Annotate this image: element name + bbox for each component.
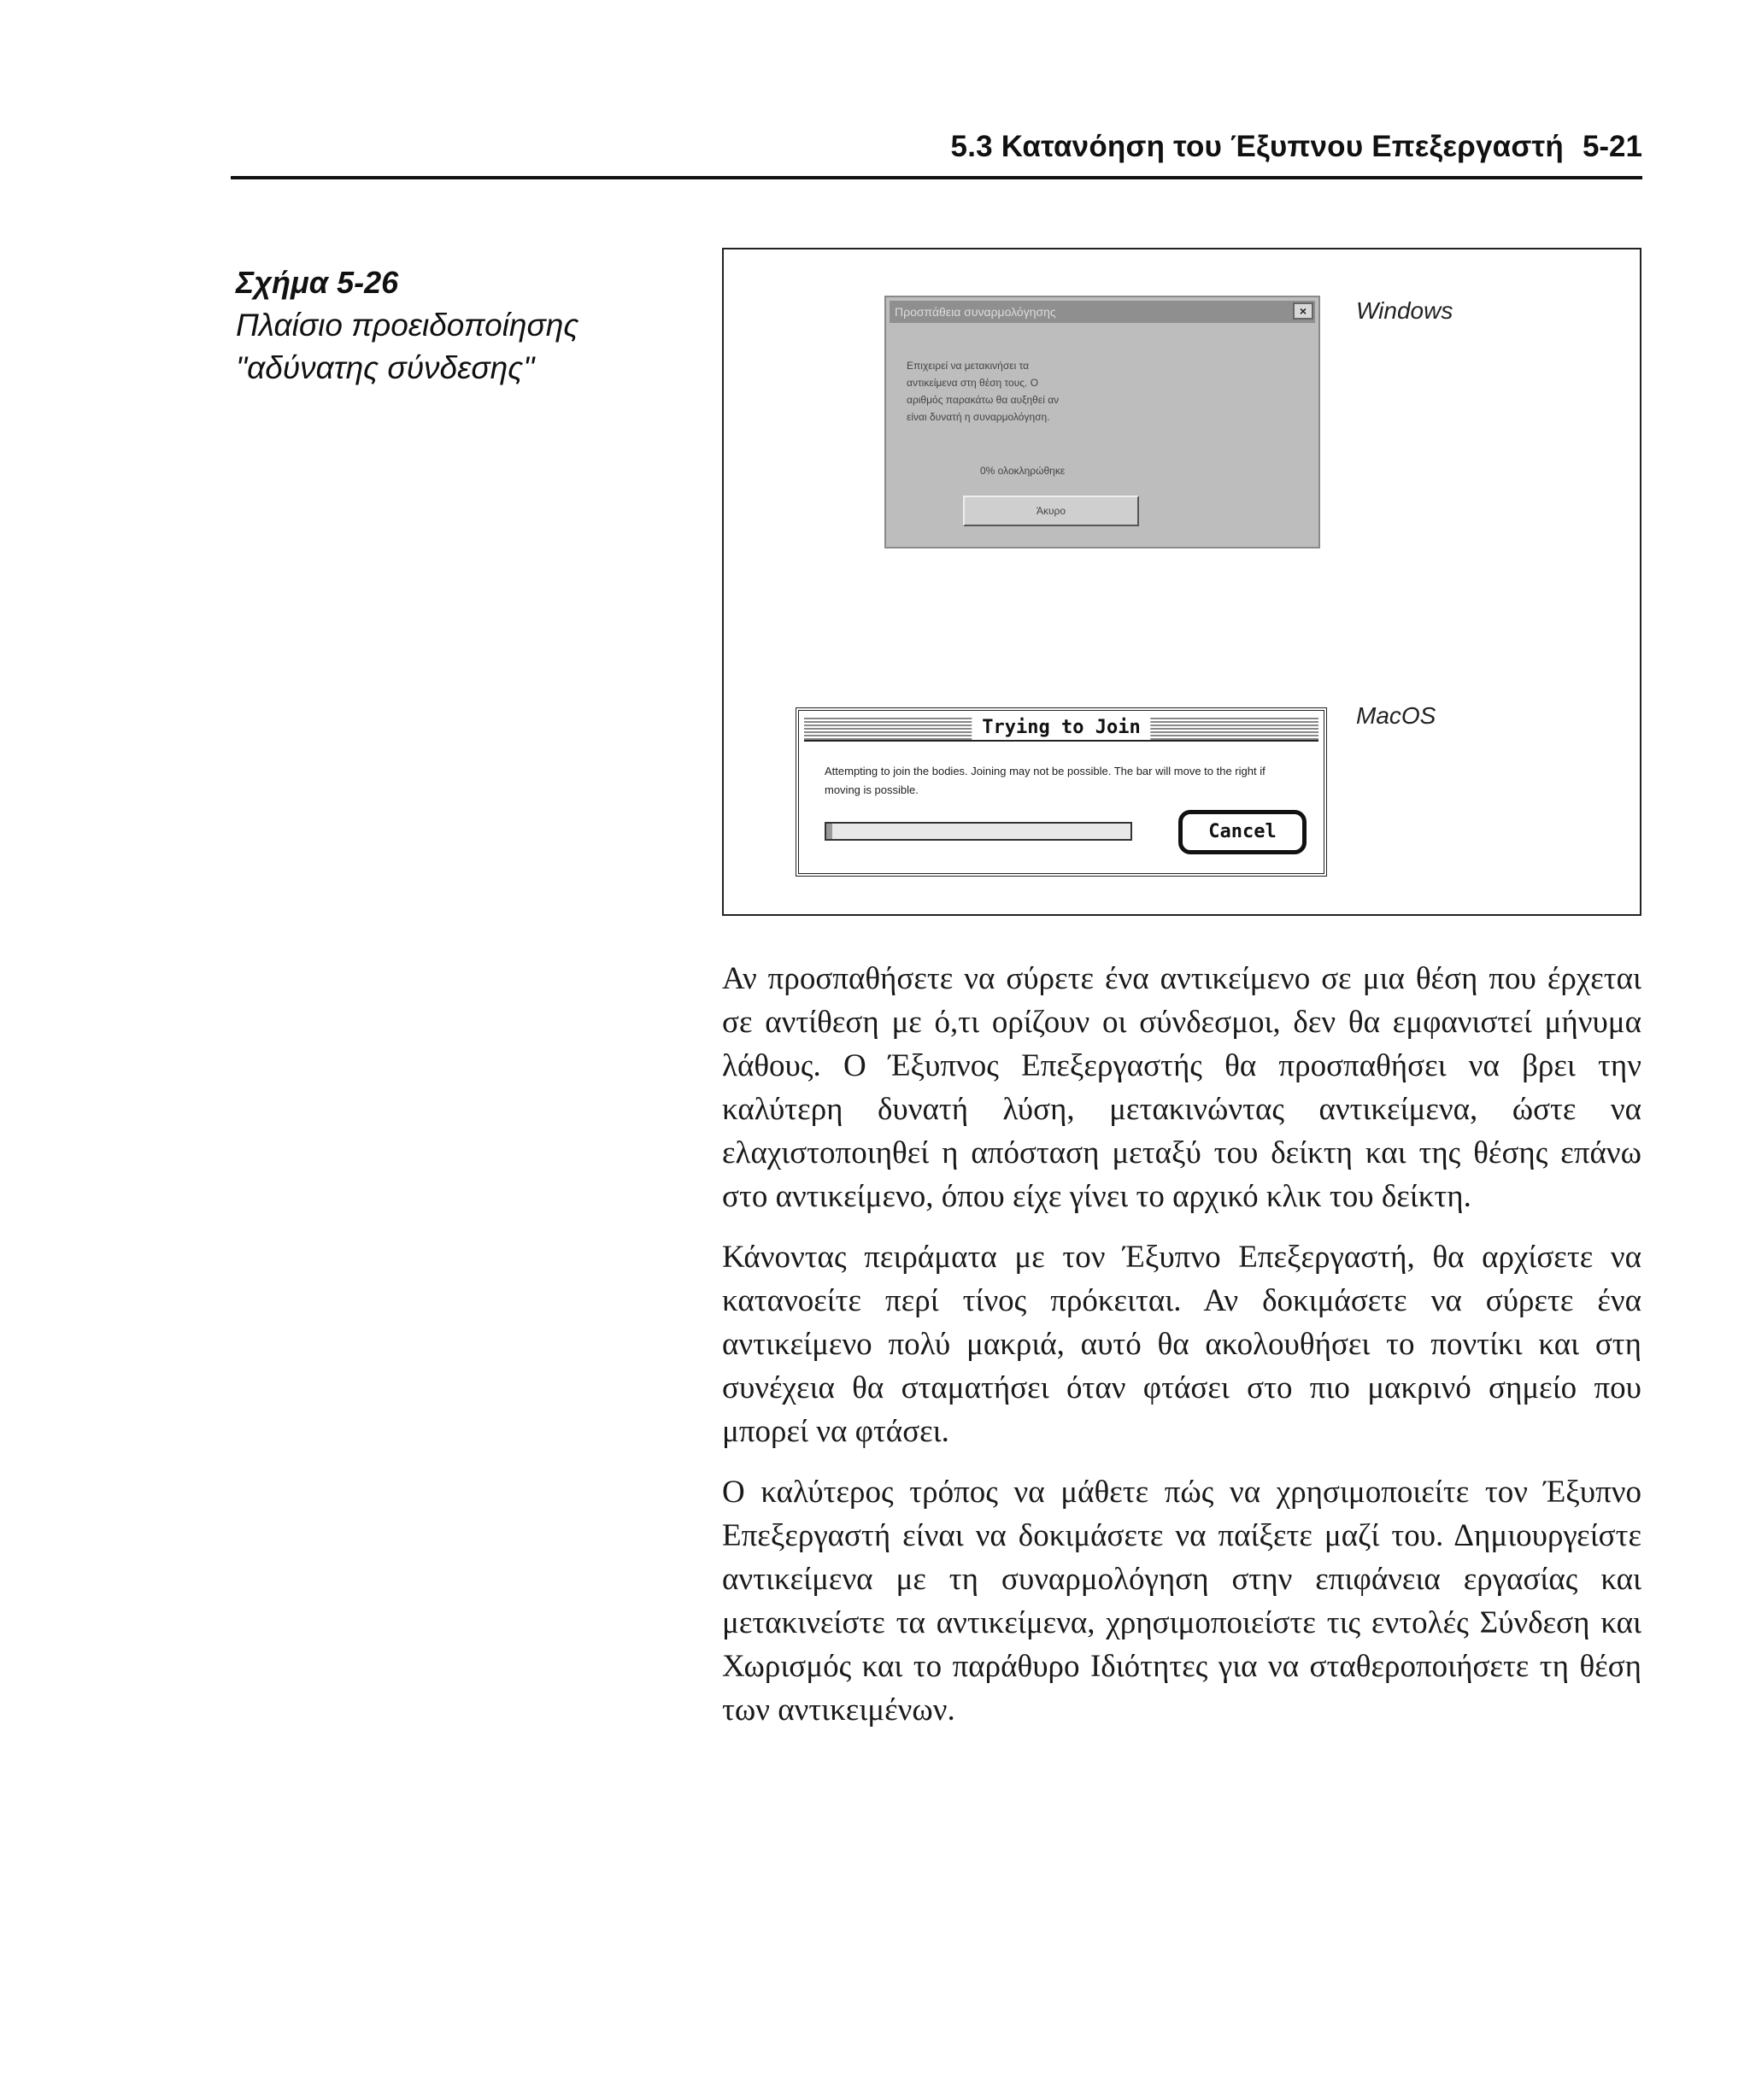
windows-cancel-button[interactable]: Άκυρο (963, 496, 1139, 526)
figure-frame (722, 248, 1641, 916)
paragraph: Αν προσπαθήσετε να σύρετε ένα αντικείμενο σε μια θέση που έρχεται σε αντίθεση με ό,τι ορίζουν οι σύνδεσμοι, δεν θα εμφανιστεί μήνυμα λάθους. Ο Έξυπνος Επεξεργαστής θα προσπαθήσει να βρει την καλύτερη δυνατή λύση, μετακινώντας αντικείμενα, ώστε να ελαχιστοποιηθεί η απόσταση μεταξύ του δείκτη και της θέσης επάνω στο αντικείμενο, όπου είχε γίνει το αρχικό κλικ του δείκτη. (722, 961, 1641, 1214)
macos-dialog-titlebar[interactable] (804, 716, 1318, 742)
chapter-section-title: 5.3 Κατανόηση του Έξυπνου Επεξεργαστή (950, 130, 1564, 163)
paragraph: Κάνοντας πειράματα με τον Έξυπνο Επεξεργαστή, θα αρχίσετε να κατανοείτε περί τίνος πρόκειται. Αν δοκιμάσετε να σύρετε ένα αντικείμενο πολύ μακριά, αυτό θα ακολουθήσει το ποντίκι και στη συνέχεια θα σταματήσει όταν φτάσει στο πιο μακρινό σημείο που μπορεί να φτάσει. (722, 1240, 1641, 1449)
macos-progress-bar (825, 822, 1132, 841)
figure-description: Πλαίσιο προειδοποίησης "αδύνατης σύνδεσης" (236, 308, 579, 385)
windows-dialog-title: Προσπάθεια συναρμολόγησης (890, 301, 1315, 323)
macos-dialog-title: Trying to Join (972, 716, 1150, 740)
macos-cancel-button[interactable]: Cancel (1178, 810, 1307, 854)
macos-progress-fill (826, 824, 832, 839)
windows-label: Windows (1356, 297, 1453, 324)
macos-dialog (796, 707, 1327, 877)
macos-dialog-message: Attempting to join the bodies. Joining may not be possible. The bar will move to the right if moving is possible. (825, 765, 1266, 796)
body-text (722, 957, 1641, 1749)
windows-dialog (884, 296, 1320, 548)
figure-caption (236, 261, 680, 390)
windows-dialog-message: Επιχειρεί να μετακινήσει τα αντικείμενα στη θέση τους. Ο αριθμός παρακάτω θα αυξηθεί αν είναι δυνατή η συναρμολόγηση. (907, 360, 1060, 423)
page-number: 5-21 (1582, 130, 1642, 163)
paragraph: Ο καλύτερος τρόπος να μάθετε πώς να χρησιμοποιείτε τον Έξυπνο Επεξεργαστή είναι να δοκιμάσετε να παίξετε μαζί του. Δημιουργείστε αντικείμενα με τη συναρμολόγηση στην επιφάνεια εργασίας και μετακινείστε τα αντικείμενα, χρησιμοποιείστε τις εντολές Σύνδεση και Χωρισμός και το παράθυρο Ιδιότητες για να σταθεροποιήσετε τη θέση των αντικειμένων. (722, 1475, 1641, 1728)
windows-dialog-status: 0% ολοκληρώθηκε (980, 465, 1066, 477)
macos-label: MacOS (1356, 702, 1436, 729)
close-icon[interactable]: × (1293, 302, 1313, 320)
figure-label: Σχήμα 5-26 (236, 265, 399, 300)
running-head (231, 128, 1642, 179)
